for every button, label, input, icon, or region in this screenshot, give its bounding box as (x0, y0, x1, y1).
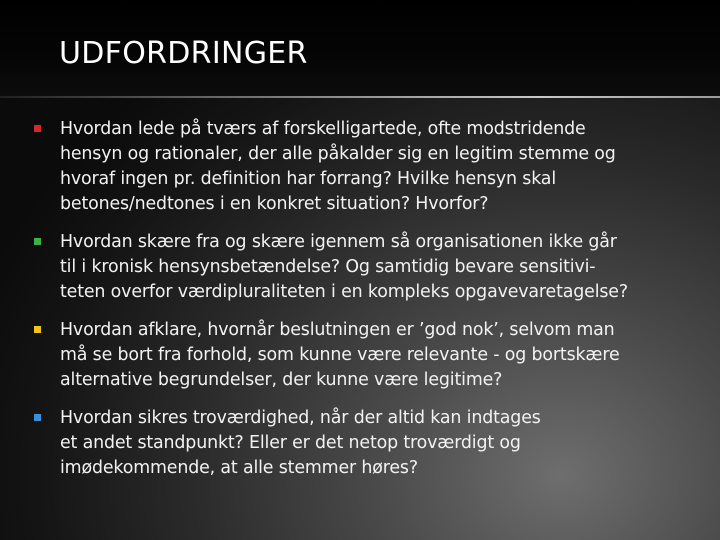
bullet-text-line: teten overfor værdipluraliteten i en kompleks opgavevaretagelse? (60, 282, 628, 302)
bullet-item-4 (34, 406, 714, 481)
bullet-text-line: et andet standpunkt? Eller er det netop troværdigt og (60, 433, 521, 453)
bullet-text-line: hensyn og rationaler, der alle påkalder sig en legitim stemme og (60, 144, 616, 164)
bullet-text-line: hvoraf ingen pr. definition har forrang? Hvilke hensyn skal (60, 169, 556, 189)
bullet-text-line: imødekommende, at alle stemmer høres? (60, 458, 418, 478)
bullet-text-line: Hvordan lede på tværs af forskelligartede, ofte modstridende (60, 119, 586, 139)
bullet-item-3 (34, 318, 714, 393)
bullet-item-1 (34, 117, 714, 217)
bullet-text-line: må se bort fra forhold, som kunne være relevante - og bortskære (60, 345, 620, 365)
bullet-text-line: Hvordan afklare, hvornår beslutningen er ’god nok’, selvom man (60, 320, 615, 340)
bullet-item-2 (34, 230, 714, 305)
square-bullet-icon (34, 238, 41, 245)
square-bullet-icon (34, 326, 41, 333)
bullet-text-line: til i kronisk hensynsbetændelse? Og samtidig bevare sensitivi- (60, 257, 596, 277)
bullet-text-line: betones/nedtones i en konkret situation? Hvorfor? (60, 194, 489, 214)
square-bullet-icon (34, 125, 41, 132)
bullet-list (34, 117, 714, 494)
slide-title: UDFORDRINGER (59, 36, 308, 71)
square-bullet-icon (34, 414, 41, 421)
title-divider (0, 96, 720, 98)
bullet-text-line: alternative begrundelser, der kunne være legitime? (60, 370, 503, 390)
bullet-text-line: Hvordan skære fra og skære igennem så organisationen ikke går (60, 232, 617, 252)
bullet-text-line: Hvordan sikres troværdighed, når der altid kan indtages (60, 408, 541, 428)
